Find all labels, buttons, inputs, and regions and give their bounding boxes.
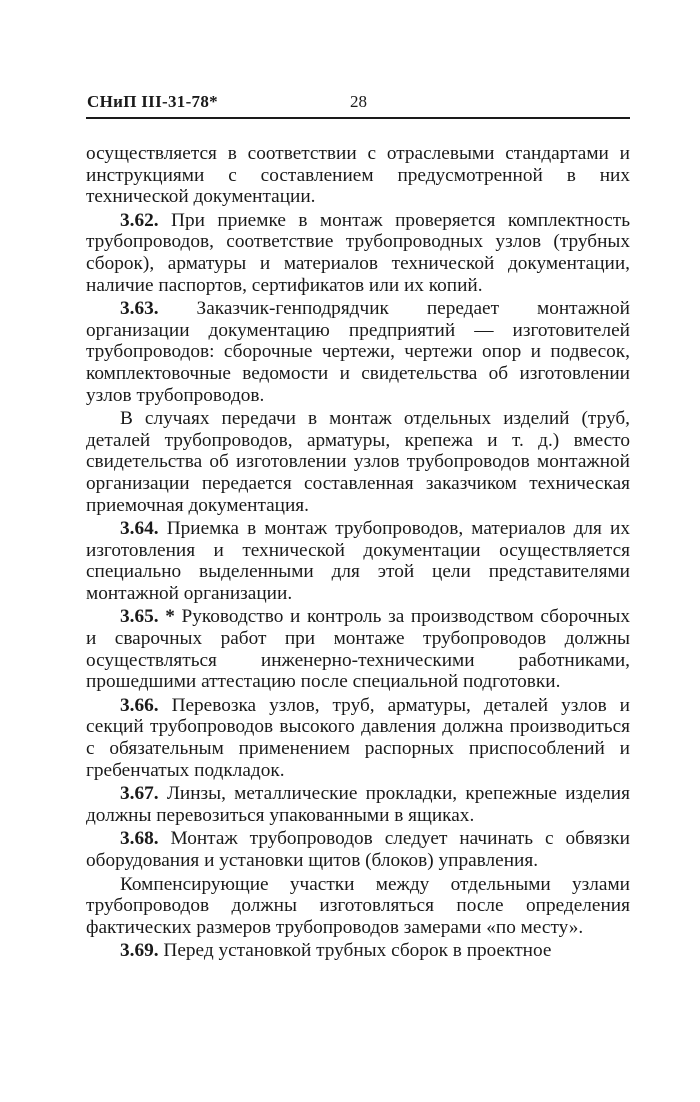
clause-number: 3.64. — [120, 518, 159, 540]
page-number: 28 — [350, 92, 367, 111]
document-body — [86, 143, 630, 964]
clause-3-66 — [86, 695, 630, 781]
clause-3-62 — [86, 210, 630, 296]
clause-number: 3.62. — [120, 209, 159, 231]
clause-text: Монтаж трубопроводов следует начинать с обвязки оборудования и установки щитов (блоков) управления. — [86, 828, 630, 871]
clause-text: Линзы, металлические прокладки, крепежные изделия должны перевозиться упакованными в ящиках. — [86, 783, 630, 826]
paragraph-text: В случаях передачи в монтаж отдельных изделий (труб, деталей трубопроводов, арматуры, крепежа и т. д.) вместо свидетельства об изготовлении узлов трубопроводов монтажной организации передается составленная заказчиком техническая приемочная документация. — [86, 408, 630, 516]
clause-number: 3.68. — [120, 828, 159, 850]
clause-text: Перевозка узлов, труб, арматуры, деталей узлов и секций трубопроводов высокого давления должна производиться с обязательным применением распорных приспособлений и гребенчатых подкладок. — [86, 694, 631, 781]
clause-text: Руководство и контроль за производством сборочных и сварочных работ при монтаже трубопроводов должны осуществляться инженерно-техническими работниками, прошедшими аттестацию после специальной подготовки. — [86, 606, 631, 693]
clause-number: 3.67. — [120, 783, 159, 805]
clause-3-63 — [86, 298, 630, 406]
clause-3-69 — [86, 940, 630, 962]
clause-3-67 — [86, 783, 630, 826]
page-header — [87, 92, 627, 116]
paragraph-text: Компенсирующие участки между отдельными узлами трубопроводов должны изготовляться после определения фактических размеров трубопроводов замерами «по месту». — [86, 873, 630, 938]
clause-text: Приемка в монтаж трубопроводов, материалов для их изготовления и технической документации осуществляется специально выделенными для этой цели представителями монтажной организации. — [86, 518, 630, 604]
paragraph — [86, 874, 630, 939]
paragraph-text: осуществляется в соответствии с отраслевыми стандартами и инструкциями с составлением предусмотренной в них технической документации. — [86, 143, 630, 208]
header-rule — [86, 117, 630, 119]
clause-text: Заказчик-генподрядчик передает монтажной организации документацию предприятий — изготовителей трубопроводов: сборочные чертежи, чертежи опор и подвесок, комплектовочные ведомости и свидетельства об изготовлении узлов трубопроводов. — [86, 298, 630, 406]
document-code: СНиП III-31-78* — [87, 92, 218, 111]
clause-text: Перед установкой трубных сборок в проектное — [163, 940, 552, 962]
clause-number: 3.66. — [120, 694, 159, 716]
paragraph — [86, 143, 630, 208]
clause-3-68 — [86, 828, 630, 871]
clause-number: 3.63. — [120, 298, 159, 320]
clause-3-64 — [86, 518, 630, 604]
clause-number: 3.69. — [120, 940, 159, 962]
clause-text: При приемке в монтаж проверяется комплектность трубопроводов, соответствие трубопроводных узлов (трубных сборок), арматуры и материалов технической документации, наличие паспортов, сертификатов или их копий. — [86, 209, 630, 296]
paragraph — [86, 408, 630, 516]
clause-number: 3.65. * — [120, 606, 175, 628]
clause-3-65 — [86, 606, 630, 692]
